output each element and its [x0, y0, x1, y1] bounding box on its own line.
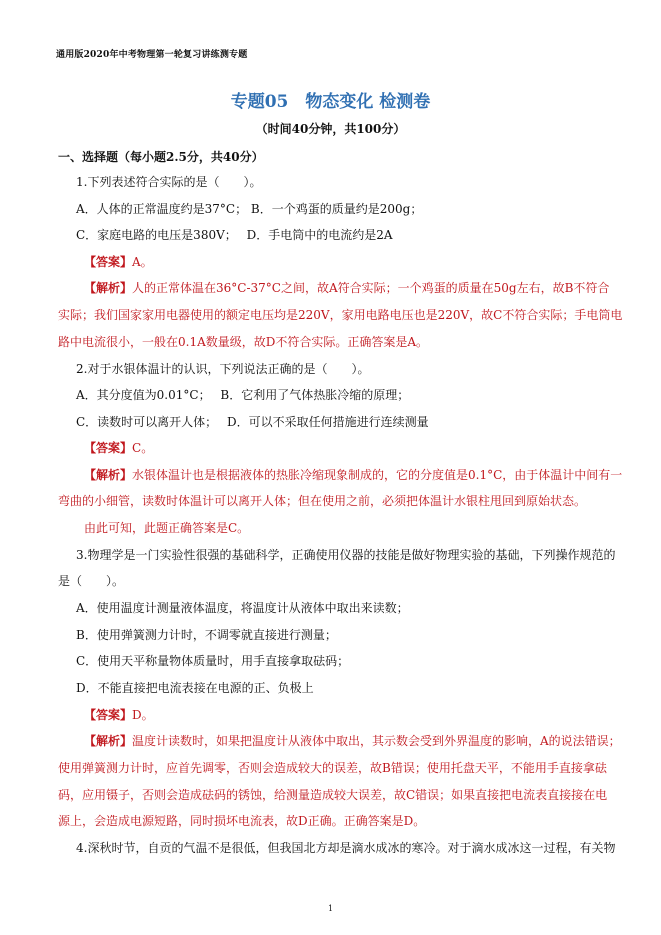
answer-tag: 【答案】: [84, 255, 133, 269]
question-1-stem: 1.下列表述符合实际的是（ ）。: [76, 175, 262, 189]
question-3-analysis-line-4: 源上，会造成电源短路，同时损坏电流表，故D正确。正确答案是D。: [58, 814, 426, 828]
analysis-text: 温度计读数时，如果把温度计从液体中取出，其示数会受到外界温度的影响，A的说法错误；: [132, 734, 621, 748]
header-note: 通用版2020年中考物理第一轮复习讲练测专题: [56, 50, 248, 60]
answer-tag: 【答案】: [84, 441, 133, 455]
question-3-option-a: A．使用温度计测量液体温度，将温度计从液体中取出来读数；: [76, 601, 409, 615]
answer-value: D。: [132, 708, 154, 722]
answer-value: C。: [132, 441, 154, 455]
question-3-analysis-line-2: 使用弹簧测力计时，应首先调零，否则会造成较大的误差，故B错误；使用托盘天平，不能用手直接拿砝: [58, 761, 607, 775]
page-number: 1: [327, 904, 334, 913]
question-4-stem-line-1: 4.深秋时节，自贡的气温不是很低，但我国北方却是滴水成冰的寒冷。对于滴水成冰这一过程，有关物: [76, 841, 616, 855]
question-3-option-b: B．使用弹簧测力计时，不调零就直接进行测量；: [76, 628, 337, 642]
analysis-tag: 【解析】: [84, 734, 133, 748]
question-2-options-ab: A．其分度值为0.01°C； B．它利用了气体热胀冷缩的原理；: [76, 388, 410, 402]
question-2-analysis-line-1: [84, 468, 622, 482]
question-1-analysis-line-2: 实际；我们国家家用电器使用的额定电压均是220V，家用电路电压也是220V，故C不符合实际；手电筒电: [58, 308, 623, 322]
question-1-answer: [84, 255, 153, 269]
question-3-analysis-line-1: [84, 734, 621, 748]
question-3-stem-line-2: 是（ ）。: [58, 574, 125, 588]
question-3-option-d: D．不能直接把电流表接在电源的正、负极上: [76, 681, 314, 695]
question-1-analysis-line-1: [84, 281, 609, 295]
document-subtitle: （时间40分钟，共100分）: [255, 122, 406, 136]
question-1-options-cd: C．家庭电路的电压是380V； D．手电筒中的电流约是2A: [76, 228, 393, 242]
analysis-tag: 【解析】: [84, 468, 133, 482]
question-3-stem-line-1: 3.物理学是一门实验性很强的基础科学，正确使用仪器的技能是做好物理实验的基础，下列操作规范的: [76, 548, 616, 562]
question-2-analysis-line-2: 弯曲的小细管，读数时体温计可以离开人体；但在使用之前，必须把体温计水银柱甩回到原始状态。: [58, 494, 587, 508]
analysis-text: 水银体温计也是根据液体的热胀冷缩现象制成的，它的分度值是0.1°C，由于体温计中间有一: [132, 468, 623, 482]
question-3-answer: [84, 708, 154, 722]
analysis-text: 人的正常体温在36°C-37°C之间，故A符合实际；一个鸡蛋的质量在50g左右，故B不符合: [132, 281, 610, 295]
section-heading: 一、选择题（每小题2.5分，共40分）: [58, 150, 264, 164]
question-1-analysis-line-3: 路中电流很小，一般在0.1A数量级，故D不符合实际。正确答案是A。: [58, 335, 429, 349]
question-2-options-cd: C．读数时可以离开人体； D．可以不采取任何措施进行连续测量: [76, 415, 429, 429]
document-title: 专题05 物态变化 检测卷: [230, 92, 431, 112]
answer-value: A。: [132, 255, 153, 269]
question-3-analysis-line-3: 码，应用镊子，否则会造成砝码的锈蚀，给测量造成较大误差，故C错误；如果直接把电流表直接接在电: [58, 788, 608, 802]
question-1-options-ab: A．人体的正常温度约是37°C； B．一个鸡蛋的质量约是200g；: [76, 202, 423, 216]
question-2-stem: 2.对于水银体温计的认识，下列说法正确的是（ ）。: [76, 362, 370, 376]
question-3-option-c: C．使用天平称量物体质量时，用手直接拿取砝码；: [76, 654, 350, 668]
analysis-tag: 【解析】: [84, 281, 133, 295]
question-2-conclusion: 由此可知，此题正确答案是C。: [84, 521, 250, 535]
question-2-answer: [84, 441, 153, 455]
answer-tag: 【答案】: [84, 708, 133, 722]
